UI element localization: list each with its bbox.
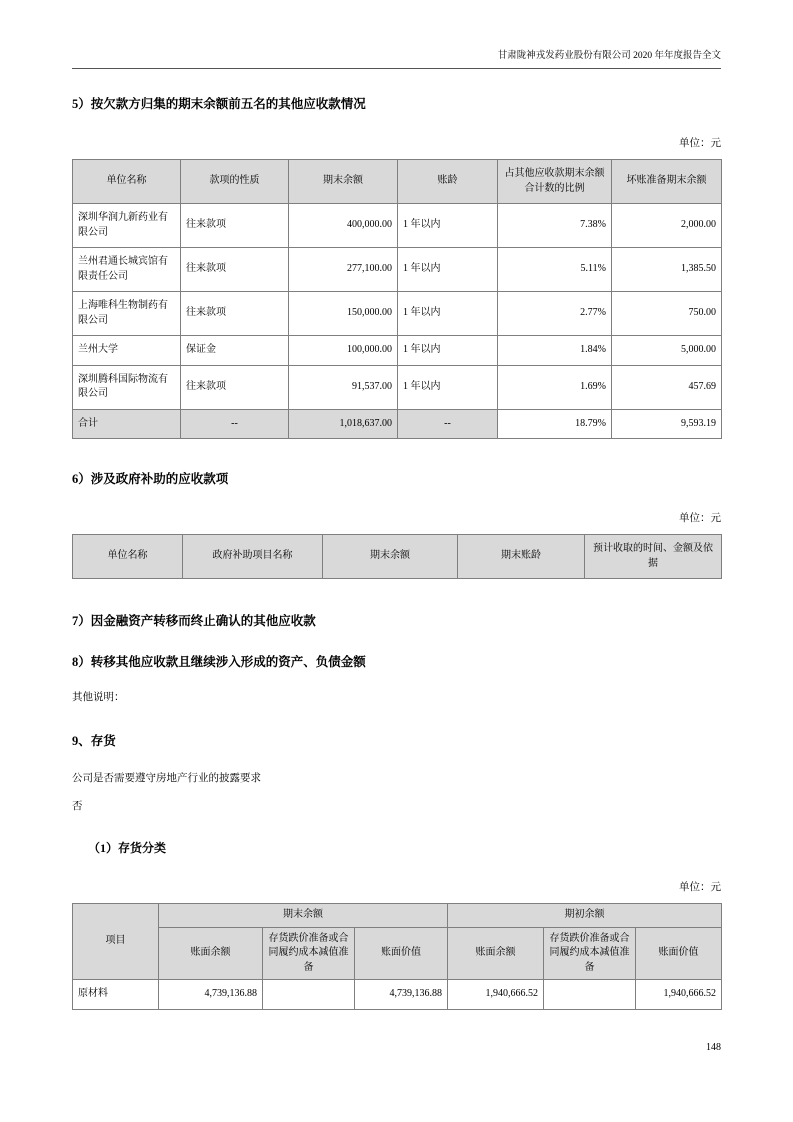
group-header-opening: 期初余额 xyxy=(448,904,722,928)
table-cell: 277,100.00 xyxy=(289,248,398,292)
table-cell: 往来款项 xyxy=(181,365,289,409)
group-header-row xyxy=(73,904,722,928)
table-cell: 深圳腾科国际物流有限公司 xyxy=(73,365,181,409)
table-cell xyxy=(263,980,355,1010)
table-cell: 400,000.00 xyxy=(289,204,398,248)
disclosure-answer: 否 xyxy=(72,801,83,812)
column-header: 坏账准备期末余额 xyxy=(612,160,722,204)
page-number: 148 xyxy=(706,1042,721,1053)
table-cell: 1,940,666.52 xyxy=(636,980,722,1010)
header-row xyxy=(73,535,722,579)
table-cell: 原材料 xyxy=(73,980,159,1010)
unit-label-1: 单位：元 xyxy=(679,138,721,149)
total-cell: -- xyxy=(181,409,289,439)
total-cell: 18.79% xyxy=(498,409,612,439)
column-header: 预计收取的时间、金额及依据 xyxy=(585,535,722,579)
column-header: 政府补助项目名称 xyxy=(183,535,323,579)
table-row xyxy=(73,336,722,366)
header-row xyxy=(73,160,722,204)
table-cell: 1 年以内 xyxy=(398,248,498,292)
table-cell: 保证金 xyxy=(181,336,289,366)
table-cell: 往来款项 xyxy=(181,204,289,248)
table-cell: 150,000.00 xyxy=(289,292,398,336)
table-cell: 1 年以内 xyxy=(398,204,498,248)
group-header-closing: 期末余额 xyxy=(159,904,448,928)
table-cell: 深圳华润九新药业有限公司 xyxy=(73,204,181,248)
table-cell: 5.11% xyxy=(498,248,612,292)
table-cell: 1 年以内 xyxy=(398,292,498,336)
table-cell: 1,385.50 xyxy=(612,248,722,292)
column-header: 账龄 xyxy=(398,160,498,204)
column-header: 期末余额 xyxy=(289,160,398,204)
table-cell: 457.69 xyxy=(612,365,722,409)
column-header: 占其他应收款期末余额合计数的比例 xyxy=(498,160,612,204)
table-cell xyxy=(544,980,636,1010)
other-receivables-table xyxy=(72,159,722,439)
section-5-heading: 5）按欠款方归集的期末余额前五名的其他应收款情况 xyxy=(72,97,366,111)
disclosure-question: 公司是否需要遵守房地产行业的披露要求 xyxy=(72,773,261,784)
column-header: 单位名称 xyxy=(73,535,183,579)
running-header xyxy=(72,50,721,69)
column-header: 账面价值 xyxy=(355,927,448,980)
table-cell: 兰州大学 xyxy=(73,336,181,366)
table-cell: 上海唯科生物制药有限公司 xyxy=(73,292,181,336)
table-cell: 100,000.00 xyxy=(289,336,398,366)
unit-label-3: 单位：元 xyxy=(679,882,721,893)
column-header: 账面余额 xyxy=(159,927,263,980)
table-cell: 5,000.00 xyxy=(612,336,722,366)
table-cell: 1.84% xyxy=(498,336,612,366)
table-cell: 4,739,136.88 xyxy=(355,980,448,1010)
table-cell: 1 年以内 xyxy=(398,365,498,409)
table-cell: 4,739,136.88 xyxy=(159,980,263,1010)
document-title: 甘肃陇神戎发药业股份有限公司 2020 年年度报告全文 xyxy=(497,51,721,61)
unit-label-2: 单位：元 xyxy=(679,513,721,524)
total-cell: -- xyxy=(398,409,498,439)
column-header: 存货跌价准备或合同履约成本减值准备 xyxy=(544,927,636,980)
table-cell: 2.77% xyxy=(498,292,612,336)
other-notes-label: 其他说明： xyxy=(72,692,125,703)
column-header: 款项的性质 xyxy=(181,160,289,204)
total-row xyxy=(73,409,722,439)
table-cell: 2,000.00 xyxy=(612,204,722,248)
table-cell: 7.38% xyxy=(498,204,612,248)
column-header: 期末余额 xyxy=(323,535,458,579)
inventory-table xyxy=(72,903,722,1010)
gov-grant-receivables-table xyxy=(72,534,722,579)
sub-header-row xyxy=(73,927,722,980)
table-row xyxy=(73,204,722,248)
column-header: 单位名称 xyxy=(73,160,181,204)
section-9-heading: 9、存货 xyxy=(72,734,116,748)
column-header: 项目 xyxy=(73,904,159,980)
table-row xyxy=(73,365,722,409)
total-cell: 1,018,637.00 xyxy=(289,409,398,439)
table-cell: 兰州君通长城宾馆有限责任公司 xyxy=(73,248,181,292)
table-cell: 750.00 xyxy=(612,292,722,336)
column-header: 存货跌价准备或合同履约成本减值准备 xyxy=(263,927,355,980)
section-9-1-heading: （1）存货分类 xyxy=(88,841,167,855)
section-8-heading: 8）转移其他应收款且继续涉入形成的资产、负债金额 xyxy=(72,655,366,669)
section-6-heading: 6）涉及政府补助的应收款项 xyxy=(72,472,229,486)
table-cell: 往来款项 xyxy=(181,248,289,292)
column-header: 账面价值 xyxy=(636,927,722,980)
total-cell: 合计 xyxy=(73,409,181,439)
table-row xyxy=(73,248,722,292)
total-cell: 9,593.19 xyxy=(612,409,722,439)
table-row xyxy=(73,980,722,1010)
table-row xyxy=(73,292,722,336)
section-7-heading: 7）因金融资产转移而终止确认的其他应收款 xyxy=(72,614,316,628)
table-cell: 往来款项 xyxy=(181,292,289,336)
table-cell: 1.69% xyxy=(498,365,612,409)
column-header: 期末账龄 xyxy=(458,535,585,579)
table-cell: 1 年以内 xyxy=(398,336,498,366)
column-header: 账面余额 xyxy=(448,927,544,980)
table-cell: 91,537.00 xyxy=(289,365,398,409)
table-cell: 1,940,666.52 xyxy=(448,980,544,1010)
